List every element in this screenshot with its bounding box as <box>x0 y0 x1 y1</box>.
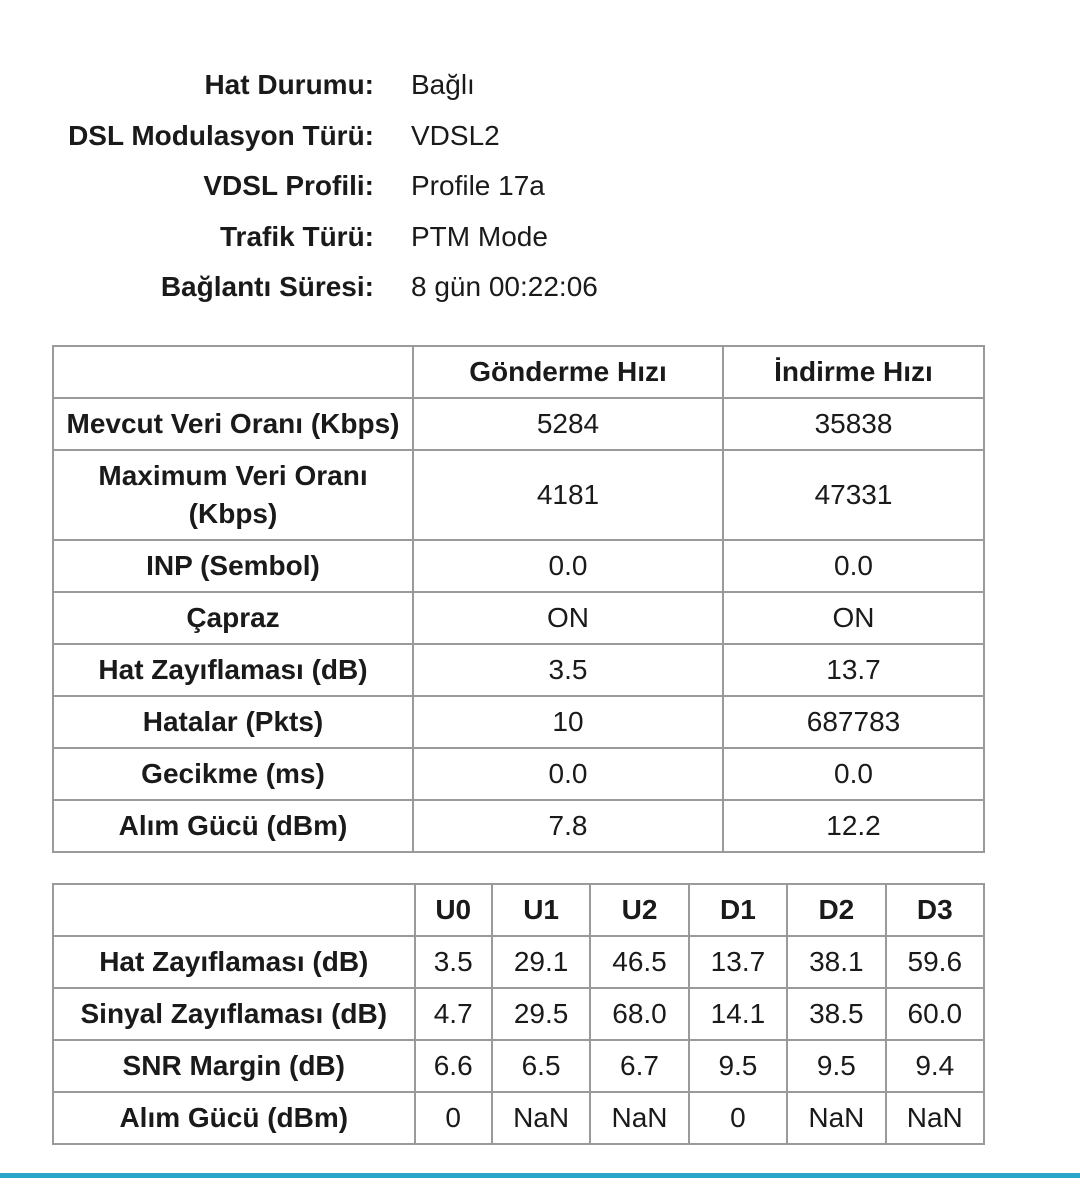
band-cell: 68.0 <box>590 988 688 1040</box>
band-cell: 38.5 <box>787 988 885 1040</box>
cell-up: 4181 <box>413 450 723 540</box>
table-row <box>53 644 984 696</box>
row-label: Gecikme (ms) <box>53 748 413 800</box>
row-label: SNR Margin (dB) <box>53 1040 415 1092</box>
status-value: PTM Mode <box>411 220 548 252</box>
row-label: Sinyal Zayıflaması (dB) <box>53 988 415 1040</box>
status-row-uptime <box>0 262 1080 313</box>
row-label: Hat Zayıflaması (dB) <box>53 644 413 696</box>
row-label: Çapraz <box>53 592 413 644</box>
band-cell: 3.5 <box>415 936 492 988</box>
header-cell-empty <box>53 884 415 936</box>
table-row <box>53 540 984 592</box>
table-row <box>53 696 984 748</box>
band-cell: NaN <box>886 1092 984 1144</box>
status-label: VDSL Profili: <box>203 170 374 201</box>
status-label: DSL Modulasyon Türü: <box>68 119 374 151</box>
row-label: Alım Gücü (dBm) <box>53 800 413 852</box>
cell-down: 35838 <box>723 398 984 450</box>
header-cell-download: İndirme Hızı <box>723 346 984 398</box>
cell-down: 0.0 <box>723 540 984 592</box>
row-label: Alım Gücü (dBm) <box>53 1092 415 1144</box>
status-value: VDSL2 <box>411 119 500 151</box>
table-row <box>53 592 984 644</box>
row-label: Hatalar (Pkts) <box>53 696 413 748</box>
band-cell: NaN <box>492 1092 590 1144</box>
cell-up: 5284 <box>413 398 723 450</box>
cell-up: 0.0 <box>413 540 723 592</box>
header-cell-empty <box>53 346 413 398</box>
status-label: Trafik Türü: <box>219 220 374 252</box>
cell-down: 13.7 <box>723 644 984 696</box>
table-row <box>53 988 984 1040</box>
status-value: 8 gün 00:22:06 <box>411 271 598 302</box>
cell-down: 12.2 <box>723 800 984 852</box>
table-header-row <box>53 884 984 936</box>
band-cell: NaN <box>590 1092 688 1144</box>
header-cell-band: U1 <box>492 884 590 936</box>
status-row-traffic-type <box>0 212 1080 263</box>
band-cell: 0 <box>415 1092 492 1144</box>
rates-table <box>52 345 985 853</box>
header-cell-band: U2 <box>590 884 688 936</box>
cell-down: ON <box>723 592 984 644</box>
band-cell: 9.5 <box>689 1040 787 1092</box>
band-cell: 9.4 <box>886 1040 984 1092</box>
bottom-accent-bar <box>0 1173 1080 1178</box>
band-cell: 6.7 <box>590 1040 688 1092</box>
table-row <box>53 1040 984 1092</box>
status-label: Bağlantı Süresi: <box>160 271 374 302</box>
table-row <box>53 800 984 852</box>
cell-up: 0.0 <box>413 748 723 800</box>
row-label: Mevcut Veri Oranı (Kbps) <box>53 398 413 450</box>
band-cell: 9.5 <box>787 1040 885 1092</box>
band-cell: 4.7 <box>415 988 492 1040</box>
band-cell: 59.6 <box>886 936 984 988</box>
band-cell: 0 <box>689 1092 787 1144</box>
table-row <box>53 1092 984 1144</box>
table-row <box>53 450 984 540</box>
cell-up: 3.5 <box>413 644 723 696</box>
band-cell: NaN <box>787 1092 885 1144</box>
cell-up: ON <box>413 592 723 644</box>
band-cell: 29.1 <box>492 936 590 988</box>
row-label: Hat Zayıflaması (dB) <box>53 936 415 988</box>
table-row <box>53 936 984 988</box>
row-label: Maximum Veri Oranı (Kbps) <box>53 450 413 540</box>
status-row-modulation <box>0 111 1080 162</box>
table-header-row <box>53 346 984 398</box>
row-label: INP (Sembol) <box>53 540 413 592</box>
status-value: Bağlı <box>411 69 475 100</box>
header-cell-band: D1 <box>689 884 787 936</box>
cell-down: 687783 <box>723 696 984 748</box>
cell-down: 0.0 <box>723 748 984 800</box>
band-cell: 6.6 <box>415 1040 492 1092</box>
line-status-summary <box>0 60 1080 313</box>
header-cell-band: U0 <box>415 884 492 936</box>
band-cell: 13.7 <box>689 936 787 988</box>
band-stats-table <box>52 883 985 1145</box>
header-cell-band: D3 <box>886 884 984 936</box>
header-cell-band: D2 <box>787 884 885 936</box>
table-row <box>53 748 984 800</box>
cell-down: 47331 <box>723 450 984 540</box>
band-cell: 46.5 <box>590 936 688 988</box>
band-cell: 38.1 <box>787 936 885 988</box>
status-label: Hat Durumu: <box>204 69 374 100</box>
table-row <box>53 398 984 450</box>
band-cell: 6.5 <box>492 1040 590 1092</box>
status-row-line-state <box>0 60 1080 111</box>
header-cell-upload: Gönderme Hızı <box>413 346 723 398</box>
band-cell: 60.0 <box>886 988 984 1040</box>
band-cell: 14.1 <box>689 988 787 1040</box>
cell-up: 10 <box>413 696 723 748</box>
status-row-profile <box>0 161 1080 212</box>
cell-up: 7.8 <box>413 800 723 852</box>
band-cell: 29.5 <box>492 988 590 1040</box>
status-value: Profile 17a <box>411 170 545 201</box>
